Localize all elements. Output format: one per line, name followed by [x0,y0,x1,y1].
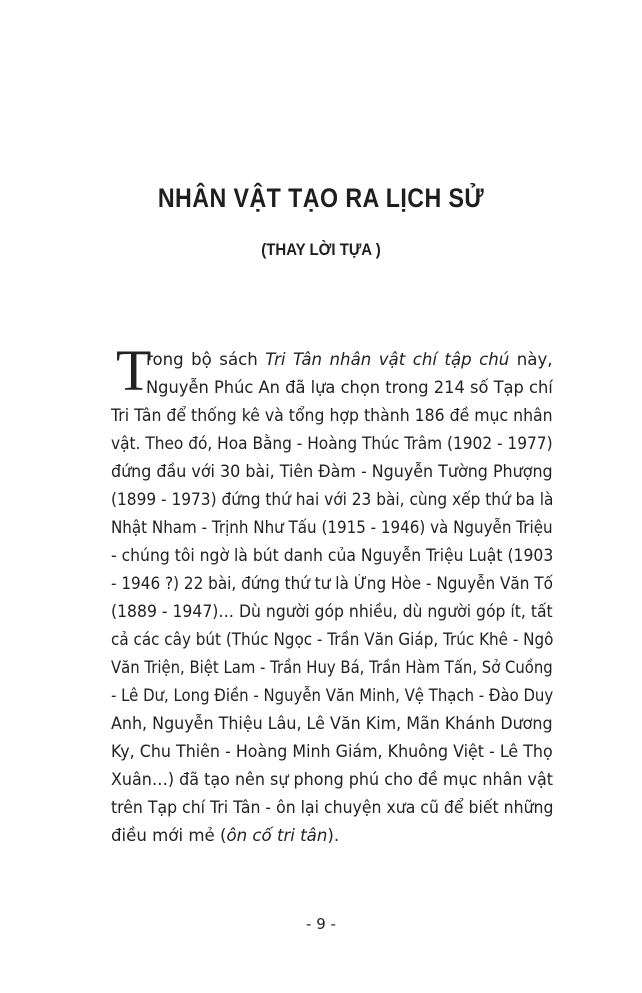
text-run: - 1946 ?) 22 bài, đứng thứ tư là Ứng Hòe - Nguyễn Văn Tố [111,574,553,593]
text-line [111,798,553,818]
italic-text: ôn cố tri tân [226,826,328,845]
text-run: điều mới mẻ ( [111,826,227,845]
text-run: đứng đầu với 30 bài, Tiên Đàm - Nguyễn Tường Phượng [111,462,553,481]
text-line [146,350,553,370]
text-run: Ky, Chu Thiên - Hoàng Minh Giám, Khuông Việt - Lê Thọ [111,742,553,761]
text-run: này, [509,350,553,369]
text-line [111,686,553,706]
text-run: cả các cây bút (Thúc Ngọc - Trần Văn Giáp, Trúc Khê - Ngô [111,630,554,649]
text-run: Văn Triện, Biệt Lam - Trần Huy Bá, Trần Hàm Tấn, Sở Cuồng [111,658,553,677]
chapter-subtitle: (THAY LỜI TỰA ) [261,240,381,259]
text-run: (1899 - 1973) đứng thứ hai với 23 bài, cùng xếp thứ ba là [111,490,554,509]
text-run: Nhật Nham - Trịnh Như Tấu (1915 - 1946) và Nguyễn Triệu [111,518,553,537]
text-line [111,630,553,650]
text-line [111,490,553,510]
drop-cap-letter: T [116,338,152,403]
page-number: - 9 - [306,915,336,933]
text-run: trên Tạp chí Tri Tân - ôn lại chuyện xưa cũ để biết những [111,798,554,817]
text-run: Nguyễn Phúc An đã lựa chọn trong 214 số Tạp chí [146,378,553,397]
text-line [111,742,553,762]
text-run: Tri Tân để thống kê và tổng hợp thành 186 đề mục nhân [111,406,553,425]
text-line [111,658,553,678]
text-run: - Lê Dư, Long Điền - Nguyễn Văn Minh, Vệ Thạch - Đào Duy [111,686,554,705]
text-line [111,602,553,622]
text-run: Anh, Nguyễn Thiệu Lâu, Lê Văn Kim, Mãn Khánh Dương [111,714,553,733]
text-line [111,826,339,846]
text-run: rong bộ sách [146,350,266,369]
text-run: vật. Theo đó, Hoa Bằng - Hoàng Thúc Trâm (1902 - 1977) [111,434,553,453]
text-line [111,770,553,790]
italic-text: Tri Tân nhân vật chí tập chú [265,350,510,369]
text-line [111,462,553,482]
text-line [111,406,553,426]
text-line [111,546,553,566]
text-line [146,378,553,398]
text-run: Xuân…) đã tạo nên sự phong phú cho đề mục nhân vật [111,770,553,789]
text-line [111,574,553,594]
chapter-title: NHÂN VẬT TẠO RA LỊCH SỬ [157,183,485,213]
text-run: ). [327,826,340,845]
text-line [111,518,553,538]
text-run: (1889 - 1947)… Dù người góp nhiều, dù người góp ít, tất [111,602,553,621]
text-line [111,434,553,454]
text-line [111,714,553,734]
text-run: - chúng tôi ngờ là bút danh của Nguyễn Triệu Luật (1903 [111,546,554,565]
